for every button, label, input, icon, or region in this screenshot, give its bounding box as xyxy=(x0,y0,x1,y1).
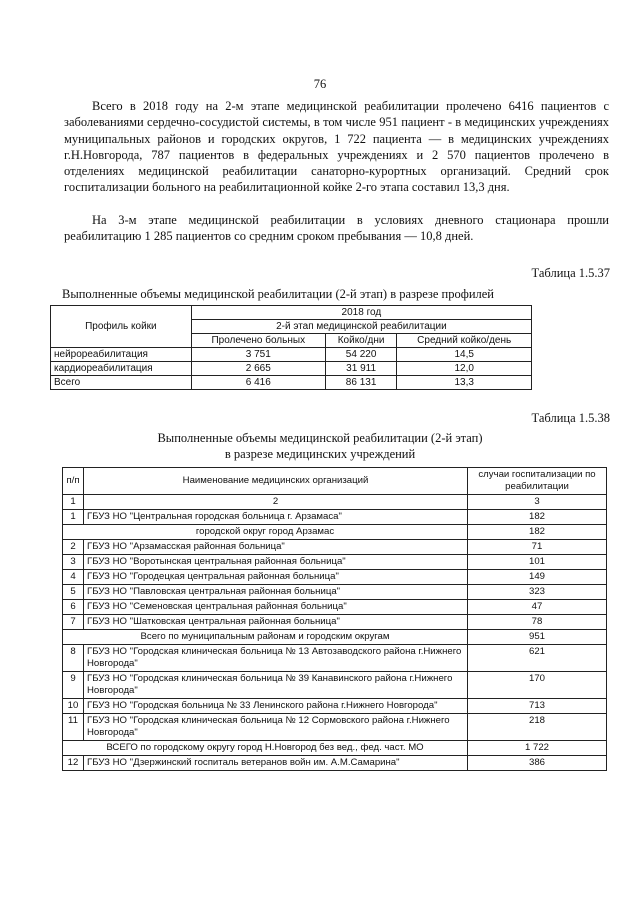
cases-value: 71 xyxy=(468,540,607,555)
table-row xyxy=(63,555,607,570)
treated-cell: 3 751 xyxy=(191,348,325,362)
cases-value: 713 xyxy=(468,699,607,714)
header-year: 2018 год xyxy=(191,306,531,320)
cases-value: 78 xyxy=(468,615,607,630)
header-name: Наименование медицинских организаций xyxy=(84,468,468,495)
cases-value: 386 xyxy=(468,756,607,771)
row-number: 6 xyxy=(63,600,84,615)
table-row xyxy=(63,699,607,714)
org-name: ГБУЗ НО "Арзамасская районная больница" xyxy=(84,540,468,555)
table-row xyxy=(63,540,607,555)
cases-value: 182 xyxy=(468,510,607,525)
subtotal-row xyxy=(63,525,607,540)
row-number: 2 xyxy=(63,540,84,555)
org-name: ГБУЗ НО "Городская клиническая больница № 13 Автозаводского района г.Нижнего Новгорода" xyxy=(84,645,468,672)
table-row xyxy=(63,645,607,672)
row-number: 5 xyxy=(63,585,84,600)
cases-value: 218 xyxy=(468,714,607,741)
row-number: 9 xyxy=(63,672,84,699)
table-row xyxy=(51,348,532,362)
org-name: ГБУЗ НО "Центральная городская больница г. Арзамаса" xyxy=(84,510,468,525)
table-row xyxy=(63,756,607,771)
table-row xyxy=(63,615,607,630)
beddays-cell: 86 131 xyxy=(325,376,397,390)
institutions-table xyxy=(62,467,607,771)
column-index-row xyxy=(63,495,607,510)
table1-title: Выполненные объемы медицинской реабилитации (2-й этап) в разрезе профилей xyxy=(62,287,494,301)
table-row xyxy=(51,362,532,376)
header-stage: 2-й этап медицинской реабилитации xyxy=(191,320,531,334)
subtotal-row xyxy=(63,630,607,645)
page-number: 76 xyxy=(313,77,327,91)
org-name: ГБУЗ НО "Городская клиническая больница № 39 Канавинского района г.Нижнего Новгорода" xyxy=(84,672,468,699)
subtotal-row xyxy=(63,741,607,756)
subtotal-label: городской округ город Арзамас xyxy=(63,525,468,540)
header-avg: Средний койко/день xyxy=(397,334,532,348)
table1-number: Таблица 1.5.37 xyxy=(531,266,610,280)
org-name: ГБУЗ НО "Воротынская центральная районная больница" xyxy=(84,555,468,570)
cases-value: 323 xyxy=(468,585,607,600)
row-number: 12 xyxy=(63,756,84,771)
profile-table xyxy=(50,305,532,390)
subtotal-label: Всего по муниципальным районам и городским округам xyxy=(63,630,468,645)
header-cases: случаи госпитализации по реабилитации xyxy=(468,468,607,495)
table-row xyxy=(63,600,607,615)
header-treated: Пролечено больных xyxy=(191,334,325,348)
paragraph-stage2-summary: Всего в 2018 году на 2-м этапе медицинской реабилитации пролечено 6416 пациентов с заболеваниями сердечно-сосудистой системы, в том числе 951 пациент - в медицинских учреждениях муниципальных районов и городских округов, 1 722 пациента — в медицинских учреждениях г.Н.Новгорода, 787 пациентов в федеральных учреждениях и 2 570 пациентов пролечено в отделениях медицинской реабилитации санаторно-курортных организаций. Средний срок госпитализации больного на реабилитационной койке 2-го этапа составил 13,3 дня. xyxy=(64,99,609,195)
beddays-cell: 31 911 xyxy=(325,362,397,376)
subtotal-label: ВСЕГО по городскому округу город Н.Новгород без вед., фед. част. МО xyxy=(63,741,468,756)
org-name: ГБУЗ НО "Семеновская центральная районная больница" xyxy=(84,600,468,615)
org-name: ГБУЗ НО "Городская клиническая больница № 12 Сормовского района г.Нижнего Новгорода" xyxy=(84,714,468,741)
profile-cell: кардиореабилитация xyxy=(51,362,192,376)
avg-cell: 13,3 xyxy=(397,376,532,390)
treated-cell: 2 665 xyxy=(191,362,325,376)
row-number: 11 xyxy=(63,714,84,741)
beddays-cell: 54 220 xyxy=(325,348,397,362)
cases-value: 101 xyxy=(468,555,607,570)
header-beddays: Койко/дни xyxy=(325,334,397,348)
row-number: 8 xyxy=(63,645,84,672)
table2-title-line1: Выполненные объемы медицинской реабилитации (2-й этап) xyxy=(157,431,483,445)
table-row xyxy=(63,510,607,525)
table-row xyxy=(63,585,607,600)
index-cell: 2 xyxy=(84,495,468,510)
org-name: ГБУЗ НО "Павловская центральная районная больница" xyxy=(84,585,468,600)
row-number: 7 xyxy=(63,615,84,630)
table2-number: Таблица 1.5.38 xyxy=(531,411,610,425)
table-row xyxy=(63,570,607,585)
table-row xyxy=(63,714,607,741)
subtotal-value: 1 722 xyxy=(468,741,607,756)
row-number: 3 xyxy=(63,555,84,570)
table-row xyxy=(63,672,607,699)
subtotal-value: 182 xyxy=(468,525,607,540)
profile-cell: нейрореабилитация xyxy=(51,348,192,362)
table2-title-line2: в разрезе медицинских учреждений xyxy=(224,447,416,461)
index-cell: 3 xyxy=(468,495,607,510)
row-number: 4 xyxy=(63,570,84,585)
avg-cell: 12,0 xyxy=(397,362,532,376)
avg-cell: 14,5 xyxy=(397,348,532,362)
index-cell: 1 xyxy=(63,495,84,510)
treated-cell: 6 416 xyxy=(191,376,325,390)
paragraph-stage3-summary: На 3-м этапе медицинской реабилитации в условиях дневного стационара прошли реабилитацию 1 285 пациентов со средним сроком пребывания — 10,8 дней. xyxy=(64,213,609,244)
profile-cell: Всего xyxy=(51,376,192,390)
header-profile: Профиль койки xyxy=(51,306,192,348)
cases-value: 621 xyxy=(468,645,607,672)
org-name: ГБУЗ НО "Городская больница № 33 Ленинского района г.Нижнего Новгорода" xyxy=(84,699,468,714)
table2-title xyxy=(0,430,640,462)
table-row-total xyxy=(51,376,532,390)
cases-value: 170 xyxy=(468,672,607,699)
header-no: п/п xyxy=(63,468,84,495)
org-name: ГБУЗ НО "Дзержинский госпиталь ветеранов войн им. А.М.Самарина" xyxy=(84,756,468,771)
cases-value: 47 xyxy=(468,600,607,615)
org-name: ГБУЗ НО "Шатковская центральная районная больница" xyxy=(84,615,468,630)
org-name: ГБУЗ НО "Городецкая центральная районная больница" xyxy=(84,570,468,585)
subtotal-value: 951 xyxy=(468,630,607,645)
row-number: 10 xyxy=(63,699,84,714)
cases-value: 149 xyxy=(468,570,607,585)
row-number: 1 xyxy=(63,510,84,525)
